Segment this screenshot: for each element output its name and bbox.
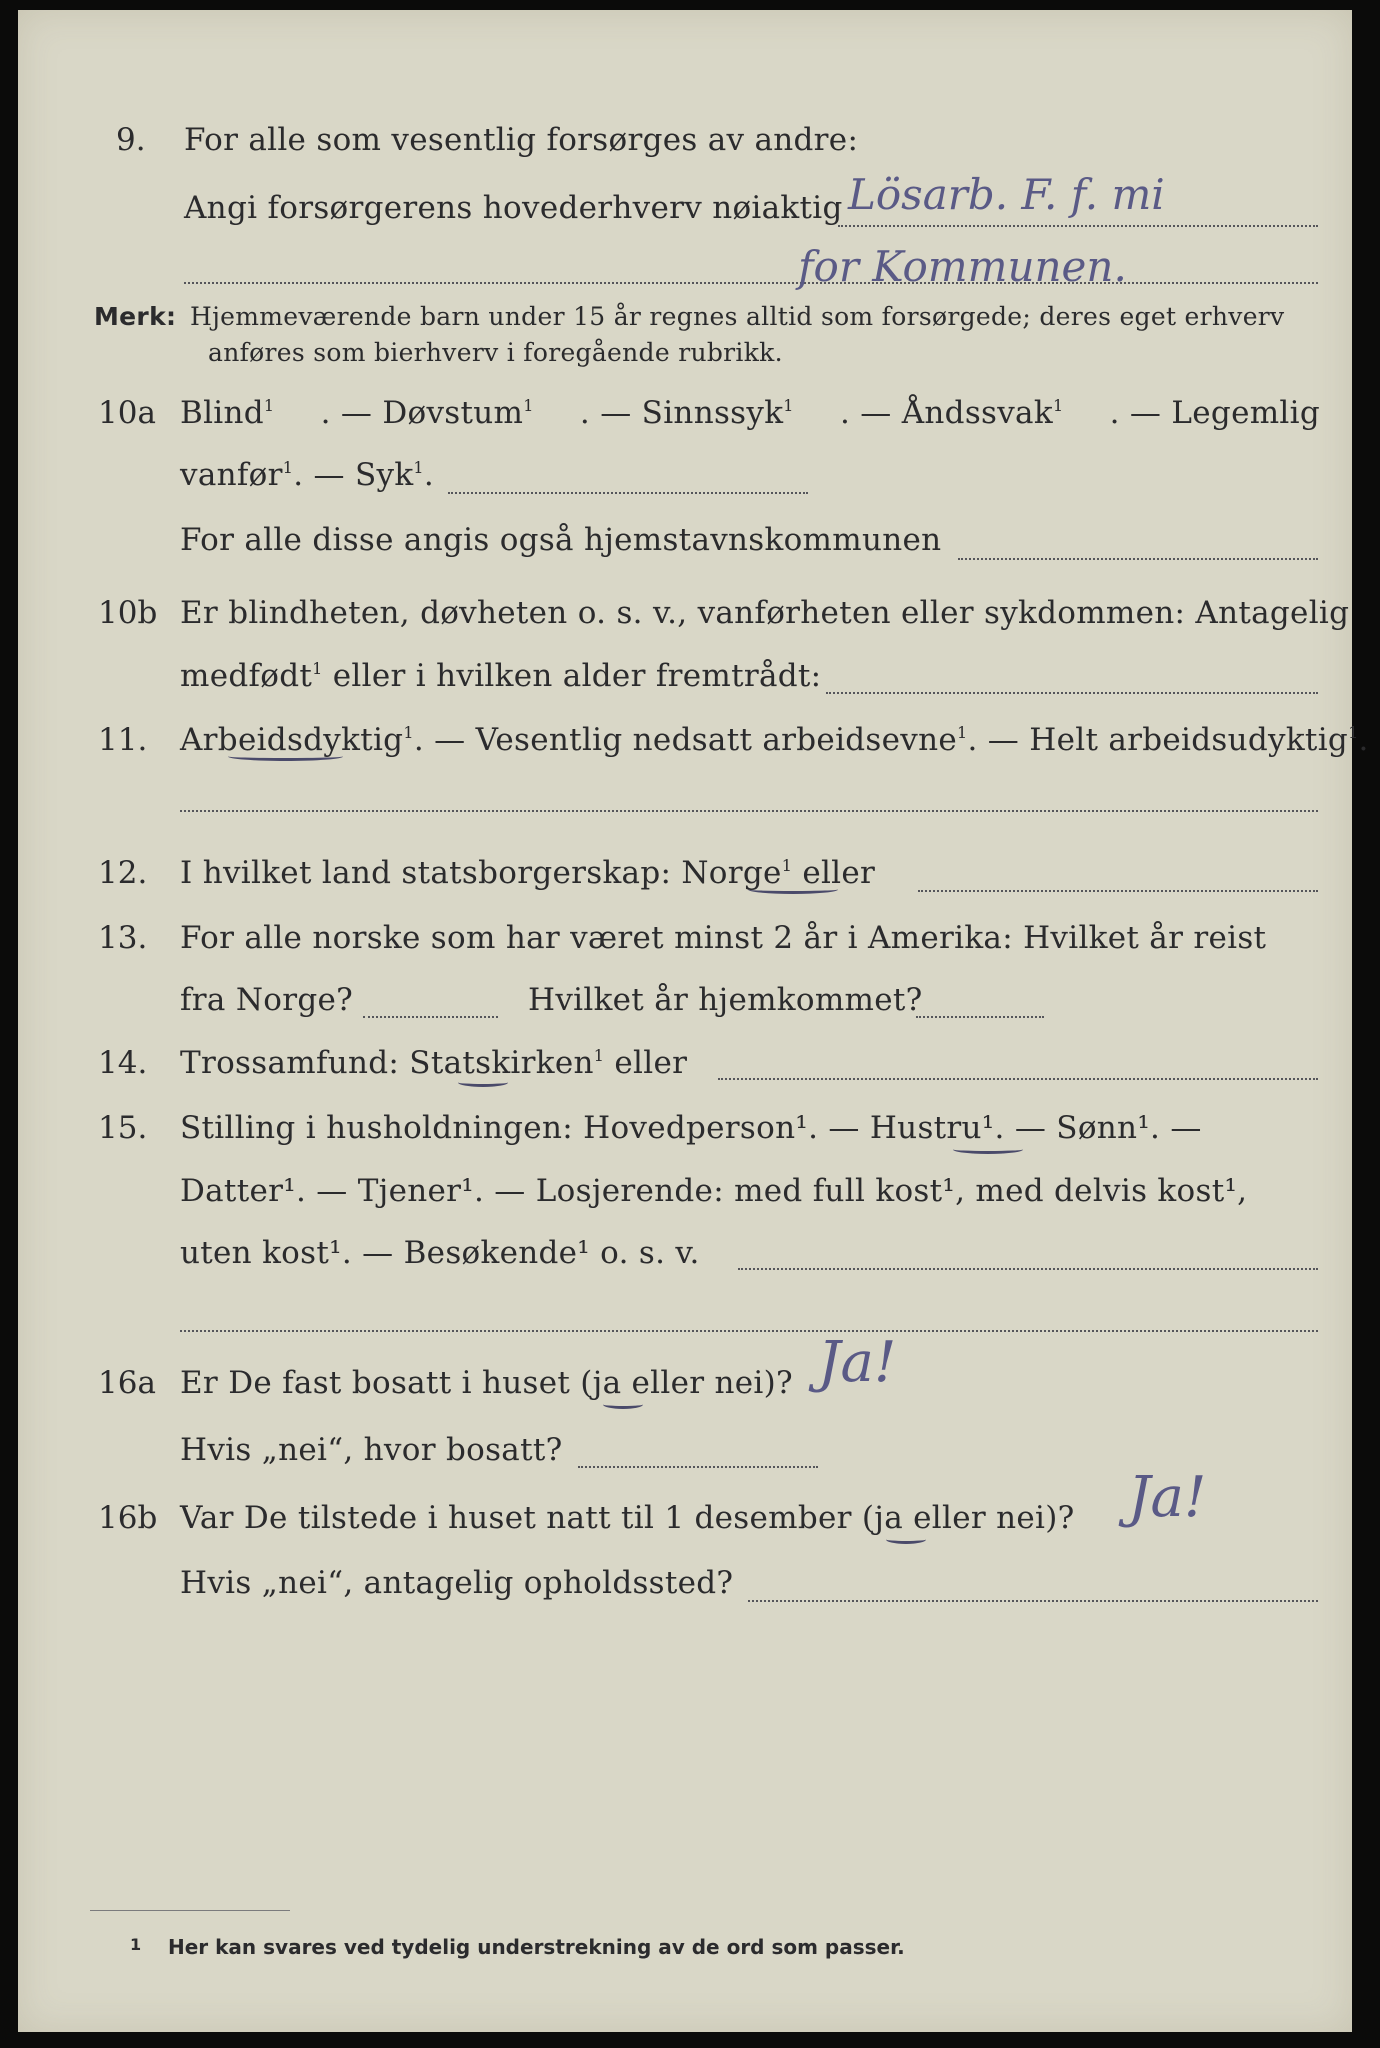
q11-handwritten-underline bbox=[228, 752, 343, 761]
q10a-fill-hjemstavn bbox=[958, 558, 1318, 560]
q16b-line2: Hvis „nei“, antagelig opholdssted? bbox=[180, 1565, 734, 1601]
q16a-fill bbox=[578, 1466, 818, 1468]
q9-line1: For alle som vesentlig forsørges av andre: bbox=[184, 122, 859, 158]
q16b-handwritten-answer: Ja! bbox=[1128, 1465, 1207, 1530]
q10b-line2: medfødt$^1$ eller i hvilken alder fremtrådt: bbox=[180, 658, 822, 694]
q13-fill-hjemkommet bbox=[916, 1016, 1044, 1018]
q9-line2: Angi forsørgerens hovederhverv nøiaktig bbox=[184, 190, 843, 226]
footnote-mark: 1 bbox=[130, 1935, 142, 1954]
merk-label: Merk: bbox=[94, 302, 177, 331]
q10a-dovstum: . — Døvstum bbox=[320, 395, 524, 431]
q12-handwritten-underline bbox=[748, 885, 838, 894]
q14-line: Trossamfund: Statskirken$^1$ eller bbox=[180, 1045, 688, 1081]
footnote-rule bbox=[90, 1910, 290, 1911]
q10a-number: 10a bbox=[98, 395, 156, 431]
q9-handwritten-answer1: Lösarb. F. f. mi bbox=[848, 170, 1165, 219]
q10a-line1: Blind$^1$ . — Døvstum$^1$ . — Sinnssyk$^1$ . — Åndssvak$^1$ . — Legemlig bbox=[180, 395, 1320, 431]
q12-line: I hvilket land statsborgerskap: Norge$^1$ eller bbox=[180, 855, 876, 891]
q14-fill bbox=[718, 1078, 1318, 1080]
q13-number: 13. bbox=[98, 920, 148, 956]
form-page bbox=[18, 10, 1369, 2032]
q9-fill-line1 bbox=[838, 225, 1318, 227]
q13-line1: For alle norske som har været minst 2 år i Amerika: Hvilket år reist bbox=[180, 920, 1267, 956]
q15-fill-2 bbox=[180, 1330, 1318, 1332]
q15-number: 15. bbox=[98, 1110, 148, 1146]
q16b-fill bbox=[748, 1600, 1318, 1602]
q16a-handwritten-answer: Ja! bbox=[818, 1330, 897, 1395]
q15-line1: Stilling i husholdningen: Hovedperson¹. — Hustru¹. — Sønn¹. — bbox=[180, 1110, 1202, 1146]
q16a-line1: Er De fast bosatt i huset (ja eller nei)? bbox=[180, 1365, 793, 1401]
q10a-line3: For alle disse angis også hjemstavnskommunen bbox=[180, 522, 942, 558]
q13-fill-reist bbox=[363, 1016, 498, 1018]
q15-fill bbox=[738, 1268, 1318, 1270]
q16a-handwritten-underline bbox=[603, 1400, 643, 1409]
q16a-number: 16a bbox=[98, 1365, 156, 1401]
q12-fill bbox=[918, 890, 1318, 892]
q10b-fill bbox=[826, 692, 1318, 694]
q15-handwritten-underline bbox=[953, 1145, 1023, 1154]
q9-handwritten-answer2: for Kommunen. bbox=[798, 242, 1127, 291]
q13-line2a: fra Norge? bbox=[180, 982, 354, 1018]
merk-line1: Hjemmeværende barn under 15 år regnes alltid som forsørgede; deres eget erhverv bbox=[190, 302, 1285, 331]
q14-number: 14. bbox=[98, 1045, 148, 1081]
q13-line2b: Hvilket år hjemkommet? bbox=[528, 982, 923, 1018]
q10a-blind: Blind bbox=[180, 395, 264, 431]
q9-fill-line2 bbox=[184, 282, 1318, 284]
merk-line2: anføres som bierhverv i foregående rubrikk. bbox=[208, 338, 783, 367]
q10a-legemlig: . — Legemlig bbox=[1109, 395, 1320, 431]
q10b-line1: Er blindheten, døvheten o. s. v., vanførheten eller sykdommen: Antagelig bbox=[180, 595, 1350, 631]
q10b-number: 10b bbox=[98, 595, 158, 631]
q16a-line2: Hvis „nei“, hvor bosatt? bbox=[180, 1432, 563, 1468]
q16b-line1: Var De tilstede i huset natt til 1 desember (ja eller nei)? bbox=[180, 1500, 1075, 1536]
q15-line2: Datter¹. — Tjener¹. — Losjerende: med full kost¹, med delvis kost¹, bbox=[180, 1173, 1248, 1209]
q10a-andssvak: . — Åndssvak bbox=[839, 395, 1053, 431]
footnote-text: Her kan svares ved tydelig understrekning av de ord som passer. bbox=[168, 1935, 905, 1959]
q12-number: 12. bbox=[98, 855, 148, 891]
q16b-handwritten-underline bbox=[886, 1535, 926, 1544]
q11-number: 11. bbox=[98, 722, 148, 758]
q10a-sinnssyk: . — Sinnssyk bbox=[579, 395, 784, 431]
q11-fill bbox=[180, 810, 1318, 812]
q10a-line2: vanfør$^1$. — Syk$^1$. bbox=[180, 457, 435, 493]
q16b-number: 16b bbox=[98, 1500, 158, 1536]
q10a-fill-syk bbox=[448, 492, 808, 494]
q15-line3: uten kost¹. — Besøkende¹ o. s. v. bbox=[180, 1235, 700, 1271]
q11-line: Arbeidsdyktig$^1$. — Vesentlig nedsatt arbeidsevne$^1$. — Helt arbeidsudyktig$^1$. bbox=[180, 722, 1369, 758]
q9-number: 9. bbox=[116, 122, 146, 158]
q14-handwritten-underline bbox=[458, 1078, 508, 1087]
